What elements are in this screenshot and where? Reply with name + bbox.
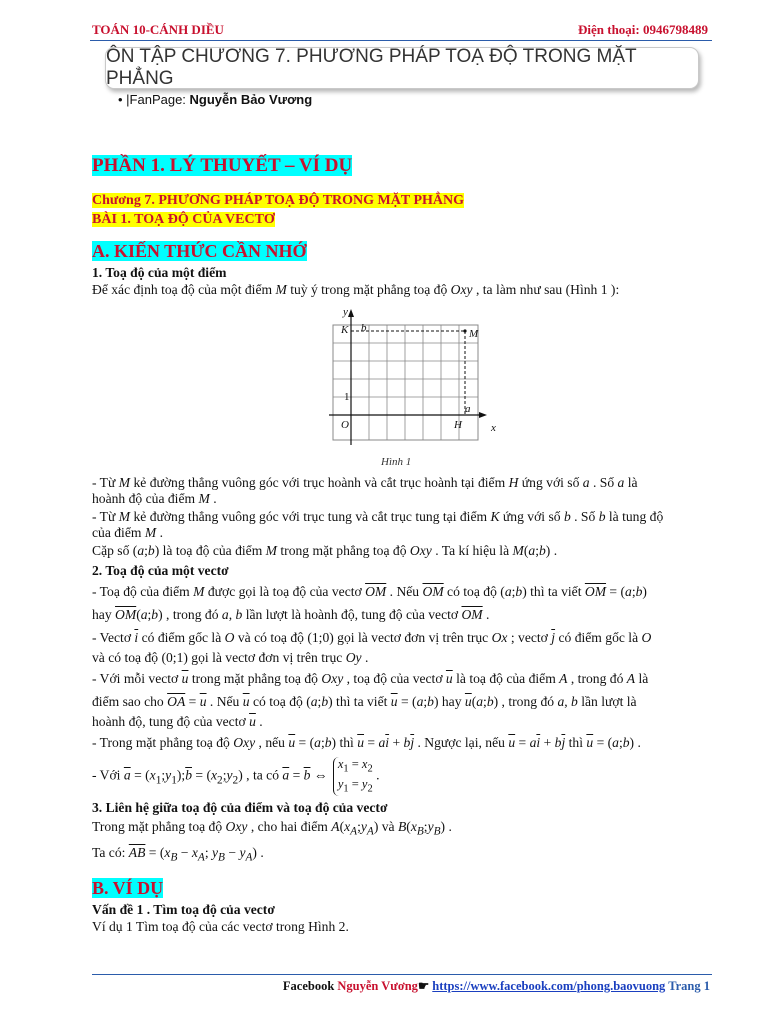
s1-title: 1. Toạ độ của một điểm [92, 265, 227, 280]
s2-line1: - Toạ độ của điểm M được gọi là toạ độ của vectơ $\overline{OM}$ . Nếu $\overline{OM}$ có toạ độ (a;b) thì ta viết $\overline{OM}$ = (a;b) [92, 584, 647, 599]
facebook-link[interactable]: https://www.facebook.com/phong.baovuong [432, 979, 666, 993]
s1-bullet1-line2: hoành độ của điểm M . [92, 491, 217, 506]
footer: Facebook Nguyễn Vương☛ https://www.facebook.com/phong.baovuong Trang 1 [282, 979, 710, 993]
fig-label-b: b [361, 322, 367, 334]
s3-line2: Ta có: $\overline{AB} = (x_B - x_A$; $y_B - y_A$) . [92, 845, 264, 864]
fig-label-x: x [491, 422, 496, 434]
fig-label-1: 1 [344, 391, 350, 403]
example-topic: Vấn đề 1 . Tìm toạ độ của vectơ [92, 902, 275, 917]
fig-label-K: K [341, 324, 349, 336]
fig-label-H: H [454, 419, 462, 431]
equality-system: $x_1 = x_2$ $y_1 = y_2$ [333, 757, 373, 796]
s3-title: 3. Liên hệ giữa toạ độ của điểm và toạ độ của vectơ [92, 800, 388, 815]
s2-line2: hay $\overline{OM}(a;b)$ , trong đó a, b lần lượt là hoành độ, tung độ của vectơ $\overline{OM}$ . [92, 607, 490, 622]
s1-bullet1-line1: - Từ M kẻ đường thẳng vuông góc với trục hoành và cắt trục hoành tại điểm H ứng với số a . Số a là [92, 475, 638, 490]
chapter-heading: Chương 7. PHƯƠNG PHÁP TOẠ ĐỘ TRONG MẶT PHẲNG [92, 193, 465, 208]
fig-label-a: a [465, 403, 471, 415]
s1-bullet2-line2: của điểm M . [92, 525, 163, 540]
page-title: ÔN TẬP CHƯƠNG 7. PHƯƠNG PHÁP TOẠ ĐỘ TRONG MẶT PHẲNG [106, 46, 637, 89]
fig-label-M: M [469, 328, 479, 340]
section-a-heading: A. KIẾN THỨC CẦN NHỚ [92, 241, 307, 261]
header-subject: TOÁN 10-CÁNH DIỀU [92, 22, 224, 37]
s1-intro: Để xác định toạ độ của một điểm M tuỳ ý trong mặt phẳng toạ độ Oxy , ta làm như sau (Hình 1 ): [92, 282, 620, 297]
s2-line5: - Với mỗi vectơ $\overline{u}$ trong mặt phẳng toạ độ Oxy , toạ độ của vectơ $\overline{u}$ là toạ độ của điểm A , trong đó A là [92, 671, 649, 686]
fanpage-line: • |FanPage: Nguyễn Bảo Vương [118, 92, 313, 107]
part1-heading: PHẦN 1. LÝ THUYẾT – VÍ DỤ [92, 155, 353, 176]
s3-line1: Trong mặt phẳng toạ độ Oxy , cho hai điểm $A(x_A;y_A)$ và $B(x_B;y_B)$ . [92, 819, 452, 838]
s2-title: 2. Toạ độ của một vectơ [92, 563, 229, 578]
page-number: Trang 1 [665, 979, 710, 993]
fig-label-O: O [341, 419, 349, 431]
s1-pair-line: Cặp số (a;b) là toạ độ của điểm M trong mặt phẳng toạ độ Oxy . Ta kí hiệu là M(a;b) . [92, 543, 558, 558]
s2-line6: điểm sao cho $\overline{OA} = \overline{u}$ . Nếu $\overline{u}$ có toạ độ (a;b) thì ta viết $\overline{u}$ = (a;b) hay $\overline{u}(a;b)$ , trong đó a, b lần lượt là [92, 694, 637, 709]
figure-1 [325, 305, 495, 455]
s1-bullet2-line1: - Từ M kẻ đường thẳng vuông góc với trục tung và cắt trục tung tại điểm K ứng với số b . Số b là tung độ [92, 509, 664, 524]
figure-1-caption: Hình 1 [381, 456, 412, 468]
title-banner [105, 47, 699, 89]
fig-label-y: y [343, 306, 348, 318]
header-divider [90, 40, 712, 41]
section-b-heading: B. VÍ DỤ [92, 878, 164, 898]
s2-line4: và có toạ độ (0;1) gọi là vectơ đơn vị trên trục Oy . [92, 650, 369, 665]
header-phone: Điện thoại: 0946798489 [578, 22, 708, 37]
s2-line8: - Trong mặt phẳng toạ độ Oxy , nếu $\overline{u}$ = (a;b) thì $\overline{u} = a\overline{i} + b\overline{j}$ . Ngược lại, nếu $\overline{u} = a\overline{i} + b\overline{j}$ thì $\overline{u}$ = (a;b) . [92, 735, 641, 750]
s2-line3: - Vectơ $\overline{i}$ có điểm gốc là O và có toạ độ (1;0) gọi là vectơ đơn vị trên trục Ox ; vectơ $\overline{j}$ có điểm gốc là O [92, 630, 652, 645]
footer-divider [92, 974, 712, 975]
example-1: Ví dụ 1 Tìm toạ độ của các vectơ trong Hình 2. [92, 919, 349, 934]
s2-line9: - Với $\overline{a}$ = $(x_1;y_1);\overline{b}$ = $(x_2;y_2)$ , ta có $\overline{a} = \overline{b}$ ⇔ $x_1 = x_2$ $y_1 = y_2$ . [92, 757, 380, 794]
lesson-heading: BÀI 1. TOẠ ĐỘ CỦA VECTƠ [92, 212, 275, 227]
s2-line7: hoành độ, tung độ của vectơ $\overline{u}$ . [92, 714, 263, 729]
